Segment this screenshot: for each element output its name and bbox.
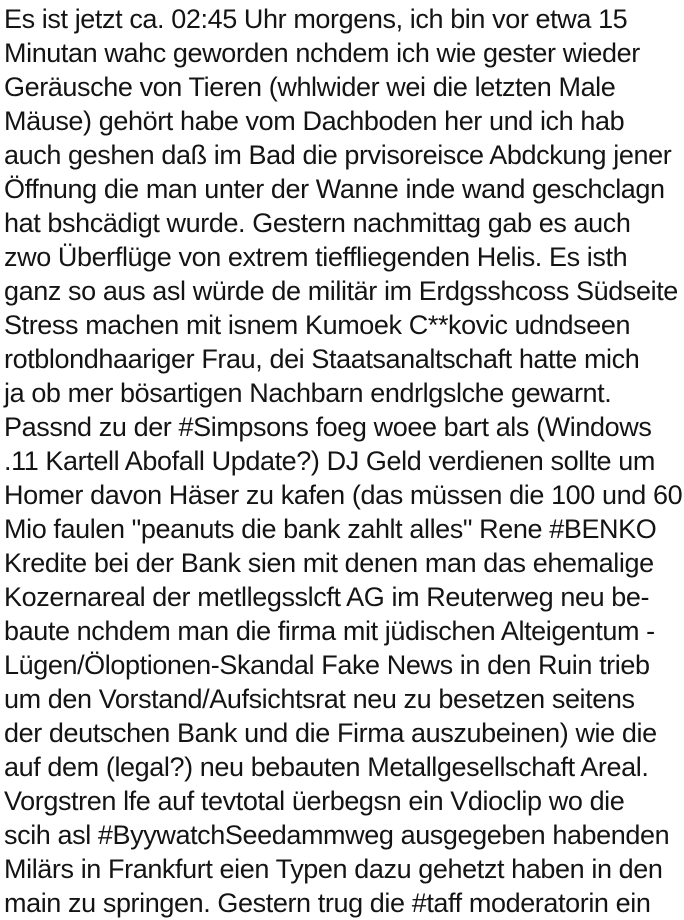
text-line: Kozernareal der metllegsslcft AG im Reuterweg neu be- [4,582,650,612]
text-line: Geräusche von Tieren (whlwider wei die letzten Male [4,72,616,102]
text-line: um den Vorstand/Aufsichtsrat neu zu besetzen seitens [4,684,635,714]
text-line: Mäuse) gehört habe vom Dachboden her und ich hab [4,106,625,136]
text-line: Homer davon Häser zu kafen (das müssen die 100 und 60 [4,480,683,510]
text-line: Passnd zu der #Simpsons foeg woee bart als (Windows [4,412,652,442]
text-line: Es ist jetzt ca. 02:45 Uhr morgens, ich bin vor etwa 15 [4,4,628,34]
text-line: Minutan wahc geworden nchdem ich wie gester wieder [4,38,640,68]
text-line: der deutschen Bank und die Firma auszubeinen) wie die [4,718,657,748]
text-line: Milärs in Frankfurt eien Typen dazu gehetzt haben in den [4,854,663,884]
text-line: scih asl #ByywatchSeedammweg ausgegeben habenden [4,820,670,850]
text-line: rotblondhaariger Frau, dei Staatsanaltschaft hatte mich [4,344,640,374]
text-line: ganz so aus asl würde de militär im Erdgsshcoss Südseite [4,276,678,306]
text-line: Mio faulen "peanuts die bank zahlt alles" Rene #BENKO [4,514,657,544]
text-line: Stress machen mit isnem Kumoek C**kovic udndseen [4,310,631,340]
text-line: baute nchdem man die firma mit jüdischen Alteigentum - [4,616,655,646]
text-line: Kredite bei der Bank sien mit denen man das ehemalige [4,548,654,578]
text-line: auf dem (legal?) neu bebauten Metallgesellschaft Areal. [4,752,649,782]
text-line: Öffnung die man unter der Wanne inde wand geschclagn [4,174,665,204]
text-line: ja ob mer bösartigen Nachbarn endrlgslche gewarnt. [4,378,612,408]
text-line: hat bshcädigt wurde. Gestern nachmittag gab es auch [4,208,631,238]
text-line: auch geshen daß im Bad die prvisoreisce Abdckung jener [4,140,672,170]
text-line: Lügen/Öloptionen-Skandal Fake News in den Ruin trieb [4,650,650,680]
text-line: main zu springen. Gestern trug die #taff moderatorin ein [4,888,651,918]
text-line: .11 Kartell Abofall Update?) DJ Geld verdienen sollte um [4,446,655,476]
text-line: zwo Überflüge von extrem tieffliegenden Helis. Es isth [4,242,628,272]
text-line: Vorgstren lfe auf tevtotal üerbegsn ein Vdioclip wo die [4,786,625,816]
